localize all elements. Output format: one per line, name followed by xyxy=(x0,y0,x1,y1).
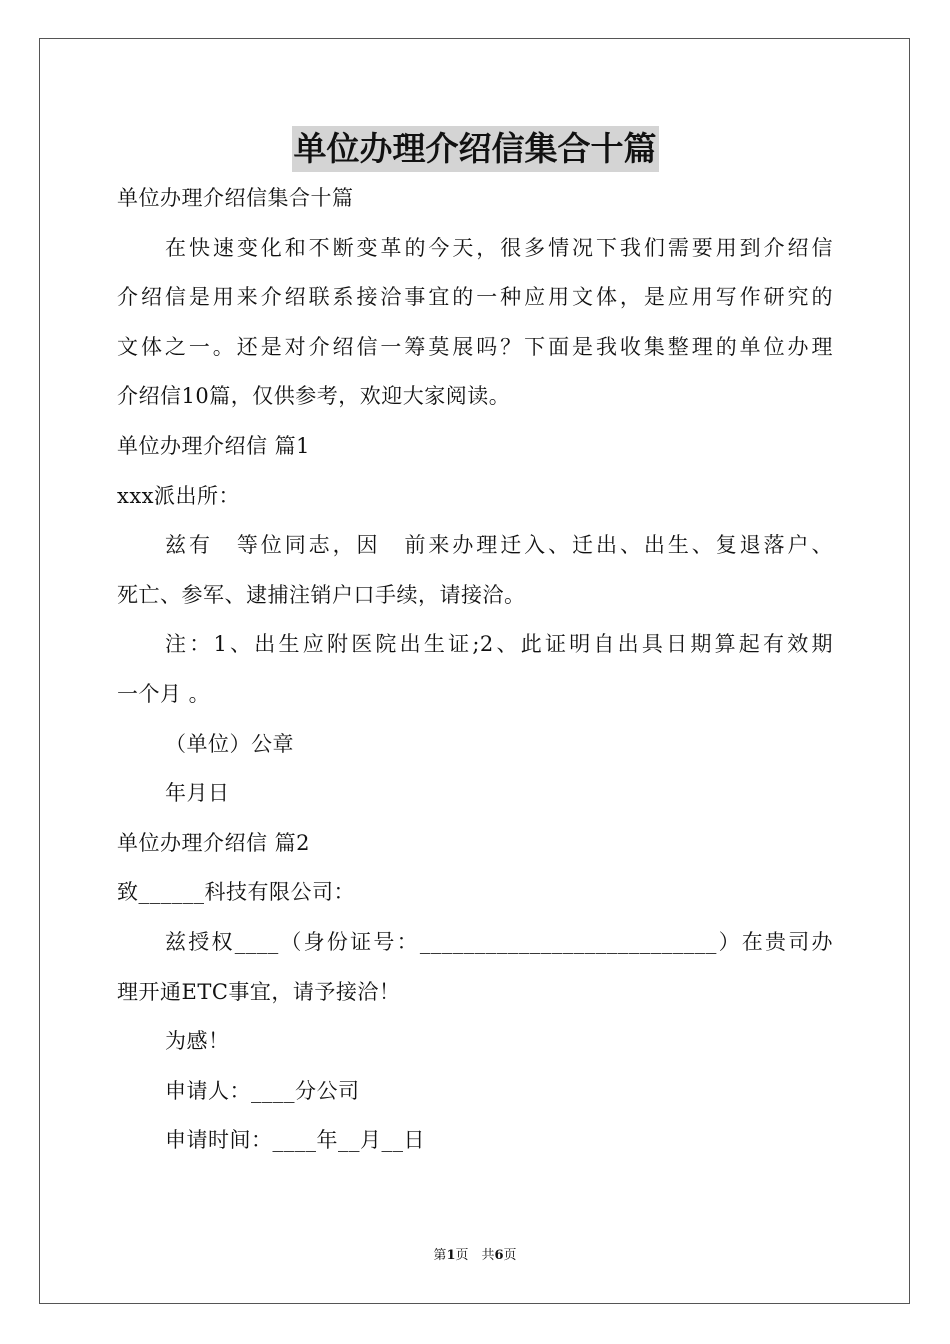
body-line: 兹有 等位同志，因 前来办理迁入、迁出、出生、复退落户、 xyxy=(165,533,833,558)
footer-page-mid: 页 共 xyxy=(455,1248,495,1263)
footer-page-prefix: 第 xyxy=(433,1248,447,1263)
body-line: 介绍信是用来介绍联系接洽事宜的一种应用文体，是应用写作研究的 xyxy=(117,285,833,310)
footer-page-total: 6 xyxy=(494,1248,504,1263)
body-line: 文体之一。还是对介绍信一筹莫展吗？下面是我收集整理的单位办理 xyxy=(117,334,833,359)
body-line: 理开通ETC事宜，请予接洽！ xyxy=(117,979,401,1004)
body-line: 单位办理介绍信 篇1 xyxy=(117,433,311,458)
body-line: 为感！ xyxy=(165,1029,230,1054)
document-title: 单位办理介绍信集合十篇 xyxy=(292,126,659,172)
body-line: 申请时间：____年__月__日 xyxy=(165,1128,425,1153)
page-footer xyxy=(0,1246,950,1266)
body-line: 介绍信10篇，仅供参考，欢迎大家阅读。 xyxy=(117,384,511,409)
body-line: 注：1、出生应附医院出生证;2、此证明自出具日期算起有效期 xyxy=(165,632,833,657)
body-line: 在快速变化和不断变革的今天，很多情况下我们需要用到介绍信 xyxy=(165,235,833,260)
body-line: 年月日 xyxy=(165,781,230,806)
body-line: 致______科技有限公司： xyxy=(117,880,355,905)
body-line: 单位办理介绍信集合十篇 xyxy=(117,186,354,210)
body-line: 单位办理介绍信 篇2 xyxy=(117,830,311,855)
body-line: 一个月 。 xyxy=(117,681,211,706)
body-line: （单位）公章 xyxy=(165,731,294,756)
body-line: 死亡、参军、逮捕注销户口手续，请接洽。 xyxy=(117,582,526,607)
footer-page-suffix: 页 xyxy=(503,1248,517,1263)
body-line: 兹授权____（身份证号：___________________________）在贵司办 xyxy=(165,929,833,954)
body-line: 申请人：____分公司 xyxy=(165,1078,360,1103)
document-body xyxy=(117,174,833,1166)
title-container xyxy=(0,126,950,172)
footer-page-current: 1 xyxy=(446,1248,456,1263)
body-line: xxx派出所： xyxy=(117,483,241,508)
